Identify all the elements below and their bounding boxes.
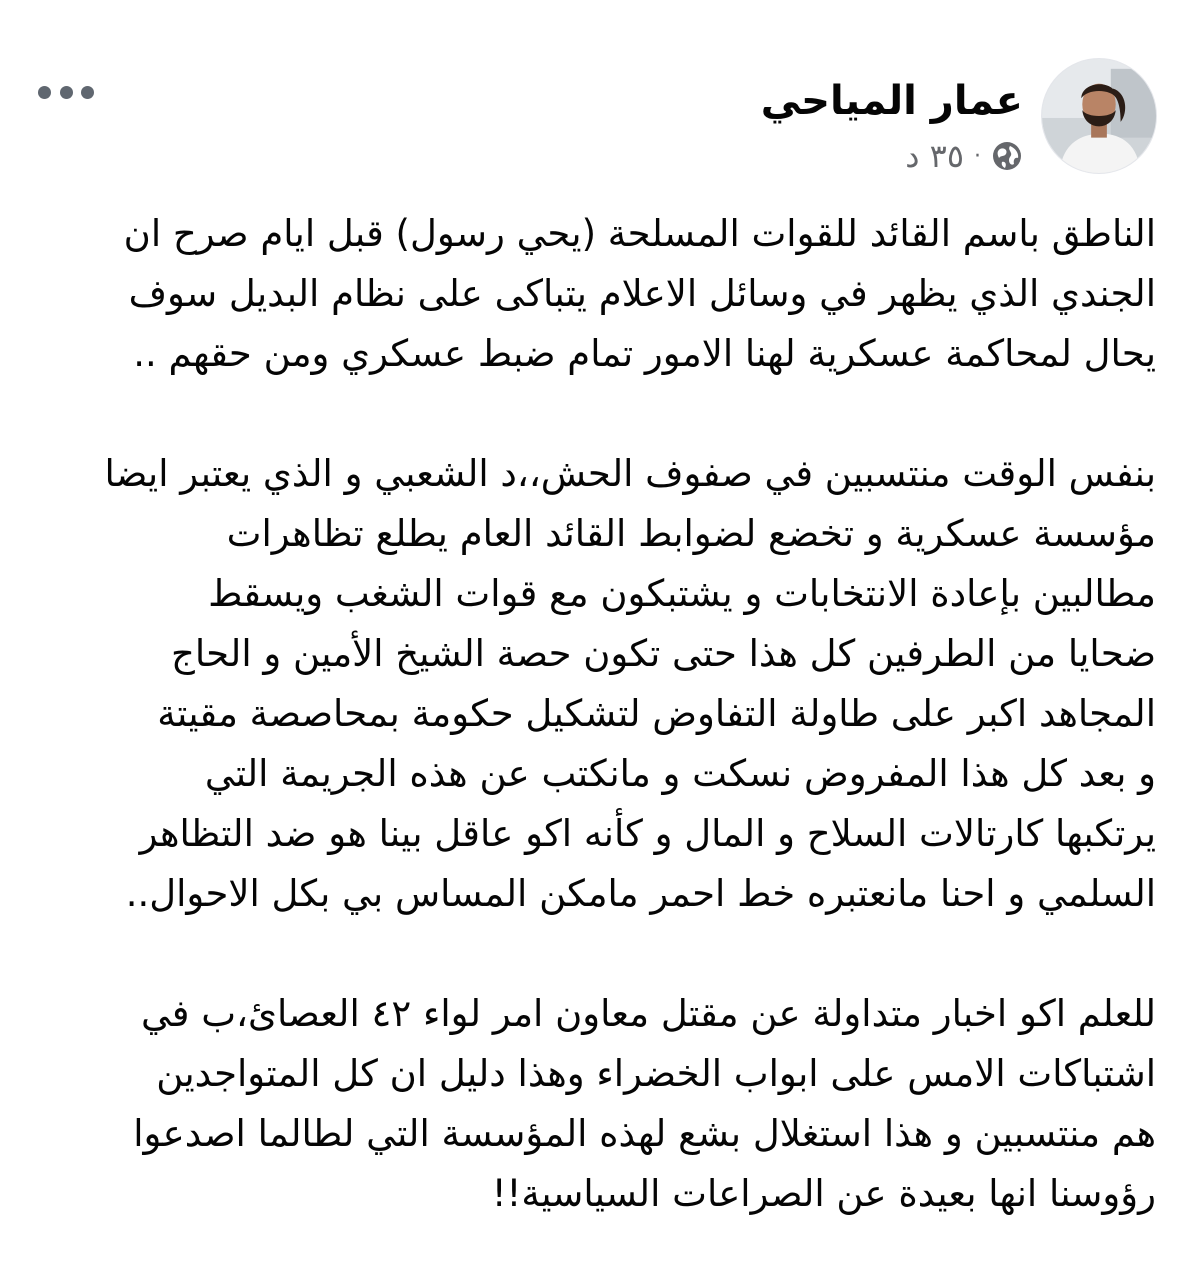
text-line: يرتكبها كارتالات السلاح و المال و كأنه اكو عاقل بينا هو ضد التظاهر (139, 812, 1156, 855)
post-paragraph (36, 984, 1156, 1224)
text-line: بنفس الوقت منتسبين في صفوف الحش،،د الشعبي و الذي يعتبر ايضا (104, 452, 1156, 495)
post-meta (905, 136, 1023, 176)
more-options-icon[interactable] (38, 80, 94, 104)
text-line: الناطق باسم القائد للقوات المسلحة (يحي رسول) قبل ايام صرح ان (123, 212, 1156, 255)
dot (60, 86, 73, 99)
dot (38, 86, 51, 99)
avatar[interactable] (1041, 58, 1157, 174)
text-line: المجاهد اكبر على طاولة التفاوض لتشكيل حكومة بمحاصصة مقيتة (157, 692, 1156, 735)
text-line: اشتباكات الامس على ابواب الخضراء وهذا دليل ان كل المتواجدين (156, 1052, 1156, 1095)
globe-icon[interactable] (991, 140, 1023, 172)
text-line: للعلم اكو اخبار متداولة عن مقتل معاون امر لواء ٤٢ العصائ،ب في (140, 992, 1156, 1035)
post-body (36, 204, 1156, 1284)
avatar-photo (1042, 59, 1156, 173)
text-line: ضحايا من الطرفين كل هذا حتى تكون حصة الشيخ الأمين و الحاج (171, 632, 1156, 675)
author-name[interactable]: عمار المياحي (760, 78, 1023, 124)
post-paragraph (36, 204, 1156, 384)
dot (81, 86, 94, 99)
post-paragraph (36, 444, 1156, 924)
text-line: يحال لمحاكمة عسكرية لهنا الامور تمام ضبط عسكري ومن حقهم .. (133, 332, 1156, 375)
text-line: و بعد كل هذا المفروض نسكت و مانكتب عن هذه الجريمة التي (204, 752, 1156, 795)
text-line: رؤوسنا انها بعيدة عن الصراعات السياسية!! (491, 1172, 1156, 1215)
text-line: هم منتسبين و هذا استغلال بشع لهذه المؤسسة التي لطالما اصدعوا (133, 1112, 1156, 1155)
text-line: مؤسسة عسكرية و تخضع لضوابط القائد العام يطلع تظاهرات (226, 512, 1156, 555)
text-line: السلمي و احنا مانعتبره خط احمر مامكن المساس بي بكل الاحوال.. (125, 872, 1156, 915)
meta-separator: · (974, 143, 981, 169)
timestamp[interactable]: ٣٥ د (905, 137, 964, 175)
text-line: الجندي الذي يظهر في وسائل الاعلام يتباكى على نظام البديل سوف (128, 272, 1156, 315)
text-line: مطالبين بإعادة الانتخابات و يشتبكون مع قوات الشغب ويسقط (208, 572, 1156, 615)
